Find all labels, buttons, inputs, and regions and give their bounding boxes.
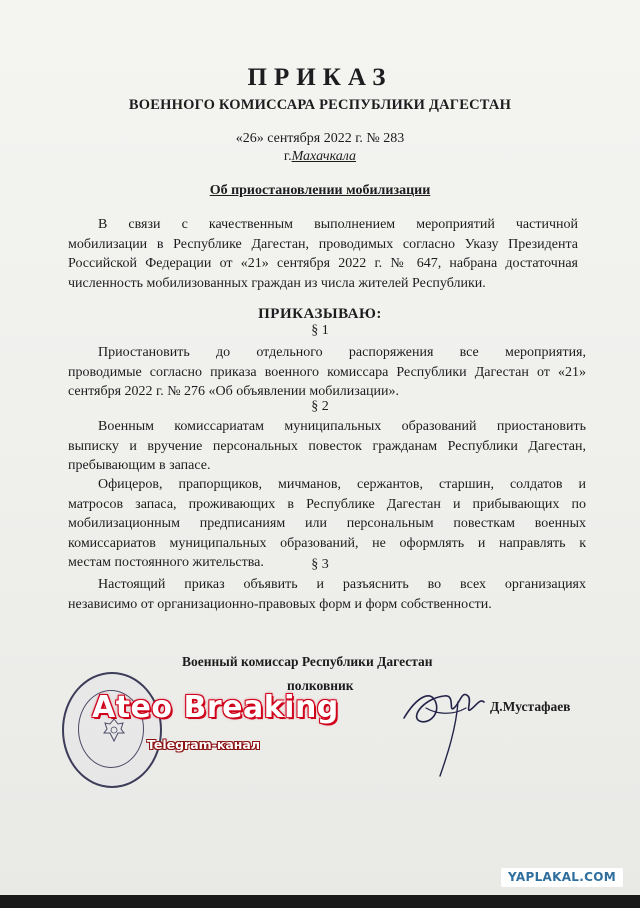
- city-prefix: г.: [283, 149, 292, 164]
- section-2-line: пребывающим в запасе.: [68, 458, 211, 473]
- section-2-line: комиссариатов муниципальных образований, не оформлять и направлять к: [68, 535, 586, 551]
- section-1-text: [68, 343, 586, 402]
- section-2-line: Офицеров, прапорщиков, мичманов, сержантов, старшин, солдатов и: [98, 477, 586, 492]
- date-line: «26» сентября 2022 г. № 283: [235, 131, 405, 146]
- signer-position: Военный комиссар Республики Дагестан: [182, 654, 433, 669]
- section-2-line: выписку и вручение персональных повесток гражданам Республики Дагестан,: [68, 438, 586, 454]
- intro-line: мобилизации в Республике Дагестан, проводимых согласно Указу Президента: [68, 236, 578, 252]
- intro-line: В связи с качественным выполнением мероприятий частичной: [98, 217, 578, 232]
- section-1-line: сентября 2022 г. № 276 «Об объявлении мобилизации».: [68, 384, 400, 399]
- watermark-subtitle: Telegram-канал: [147, 737, 261, 752]
- section-3-text: [68, 575, 586, 614]
- intro-paragraph: [68, 215, 578, 293]
- city-line: [0, 149, 640, 165]
- city-name: Махачкала: [291, 149, 357, 164]
- section-3-line: независимо от организационно-правовых форм и форм собственности.: [68, 596, 492, 612]
- intro-line: Российской Федерации от «21» сентября 2022 г. № 647, набрана достаточная: [68, 256, 578, 271]
- section-1-line: Приостановить до отдельного распоряжения все мероприятия,: [98, 345, 586, 360]
- site-watermark: YAPLAKAL.COM: [501, 868, 623, 887]
- section-2-paragraph-1: [68, 417, 586, 476]
- section-2-line: Военным комиссариатам муниципальных образований приостановить: [98, 419, 586, 434]
- section-2-line: мобилизационным предписаниям или персональным повесткам военных: [68, 516, 586, 531]
- section-3-line: Настоящий приказ объявить и разъяснить во всех организациях: [98, 577, 586, 592]
- document-subject: Об приостановлении мобилизации: [209, 183, 431, 198]
- handwritten-signature-icon: [396, 668, 506, 788]
- section-3-label: § 3: [311, 557, 329, 572]
- section-2-line: матросов запаса, проживающих в Республике Дагестан и прибывающих по: [68, 496, 586, 512]
- intro-line: численность мобилизованных граждан из числа жителей Республики.: [68, 275, 486, 291]
- watermark-title: Ateo Breaking: [92, 690, 339, 725]
- signer-name: Д.Мустафаев: [490, 699, 571, 714]
- bottom-border: [0, 895, 640, 908]
- document-subtitle: ВОЕННОГО КОМИССАРА РЕСПУБЛИКИ ДАГЕСТАН: [128, 97, 512, 113]
- section-1-label: § 1: [311, 323, 329, 338]
- document-title: ПРИКАЗ: [247, 64, 393, 91]
- section-2-label: § 2: [311, 399, 329, 414]
- order-word: ПРИКАЗЫВАЮ:: [258, 306, 382, 322]
- section-2-line: местам постоянного жительства.: [68, 555, 264, 570]
- signer-rank: полковник: [287, 678, 354, 693]
- section-1-line: проводимые согласно приказа военного комиссара Республики Дагестан от «21»: [68, 364, 586, 380]
